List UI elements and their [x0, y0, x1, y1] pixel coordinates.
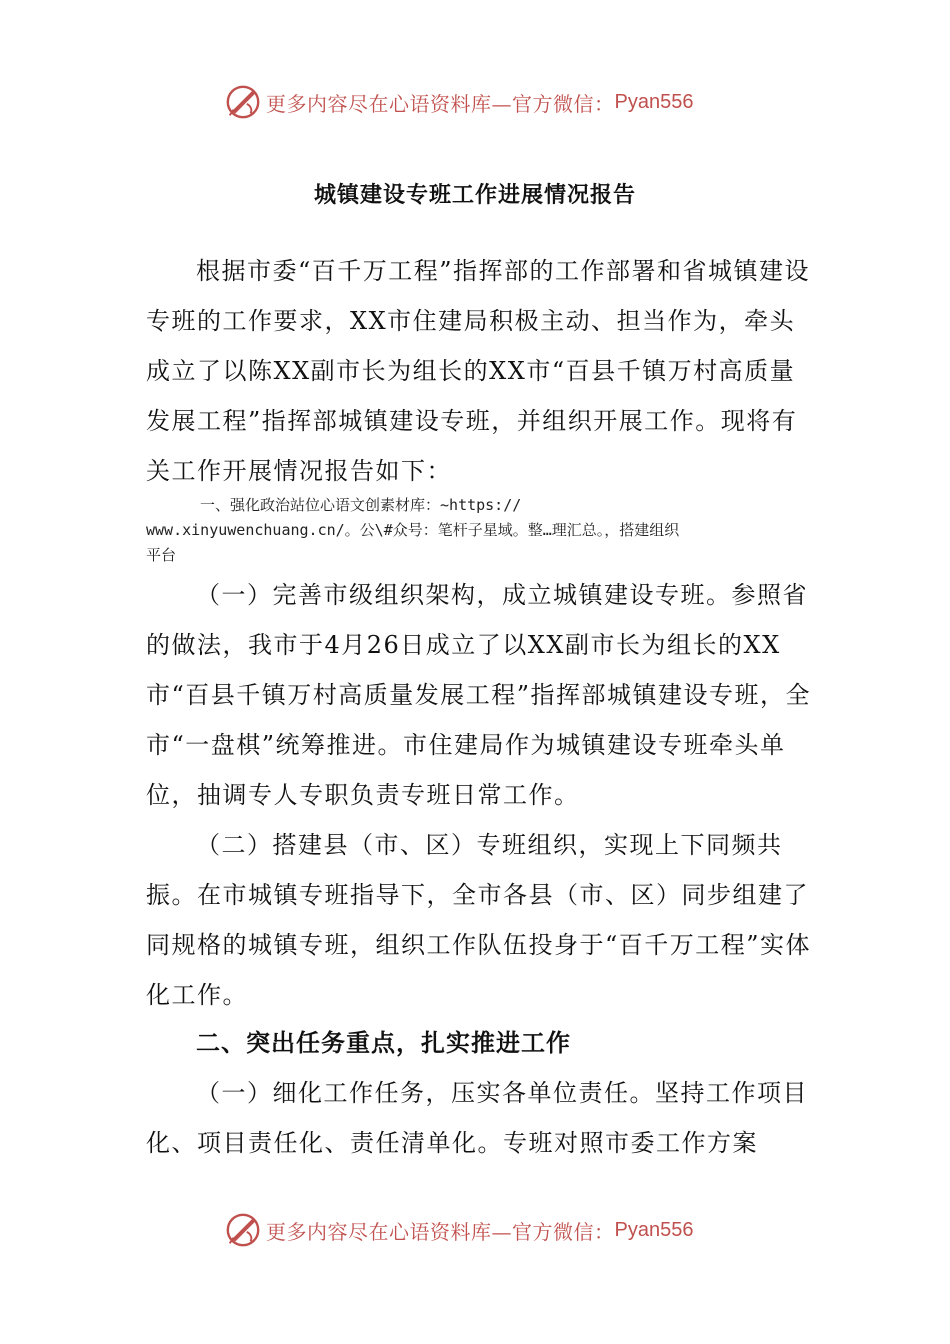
watermark-text: 更多内容尽在心语资料库—官方微信： [266, 91, 615, 116]
source-note-line-2: www.xinyuwenchuang.cn/。公\#众号：笔杆子星域。整…理汇总。，搭建组织 [146, 521, 680, 539]
watermark-text: 更多内容尽在心语资料库—官方微信： [266, 1219, 615, 1244]
watermark-banner-bottom [224, 1208, 744, 1252]
section1-item2-paragraph: （二）搭建县（市、区）专班组织，实现上下同频共振。在市城镇专班指导下，全市各县（市、区）同步组建了同规格的城镇专班，组织工作队伍投身于“百千万工程”实体化工作。 [146, 831, 812, 1009]
quill-pen-circle-icon [224, 83, 262, 121]
section1-item1-paragraph: （一）完善市级组织架构，成立城镇建设专班。参照省的做法，我市于4月26日成立了以XX副市长为组长的XX市“百县千镇万村高质量发展工程”指挥部城镇建设专班，全市“一盘棋”统筹推进。市住建局作为城镇建设专班牵头单位，抽调专人专职负责专班日常工作。 [146, 581, 812, 809]
intro-paragraph: 根据市委“百千万工程”指挥部的工作部署和省城镇建设专班的工作要求，XX市住建局积极主动、担当作为，牵头成立了以陈XX副市长为组长的XX市“百县千镇万村高质量发展工程”指挥部城镇建设专班，并组织开展工作。现将有关工作开展情况报告如下： [146, 257, 811, 485]
watermark-banner-top [224, 80, 744, 124]
document-title: 城镇建设专班工作进展情况报告 [313, 183, 636, 208]
source-note-line-3: 平台 [146, 546, 177, 564]
watermark-wechat-id: Pyan556 [614, 90, 694, 113]
section2-item1-paragraph: （一）细化工作任务，压实各单位责任。坚持工作项目化、项目责任化、责任清单化。专班对照市委工作方案 [146, 1079, 808, 1157]
source-note [146, 493, 816, 568]
quill-pen-circle-icon [224, 1211, 262, 1249]
watermark-wechat-id: Pyan556 [614, 1218, 694, 1241]
section2-heading: 二、突出任务重点，扎实推进工作 [196, 1029, 571, 1057]
source-note-line-1: 一、强化政治站位心语文创素材库：~https:// [200, 496, 522, 514]
